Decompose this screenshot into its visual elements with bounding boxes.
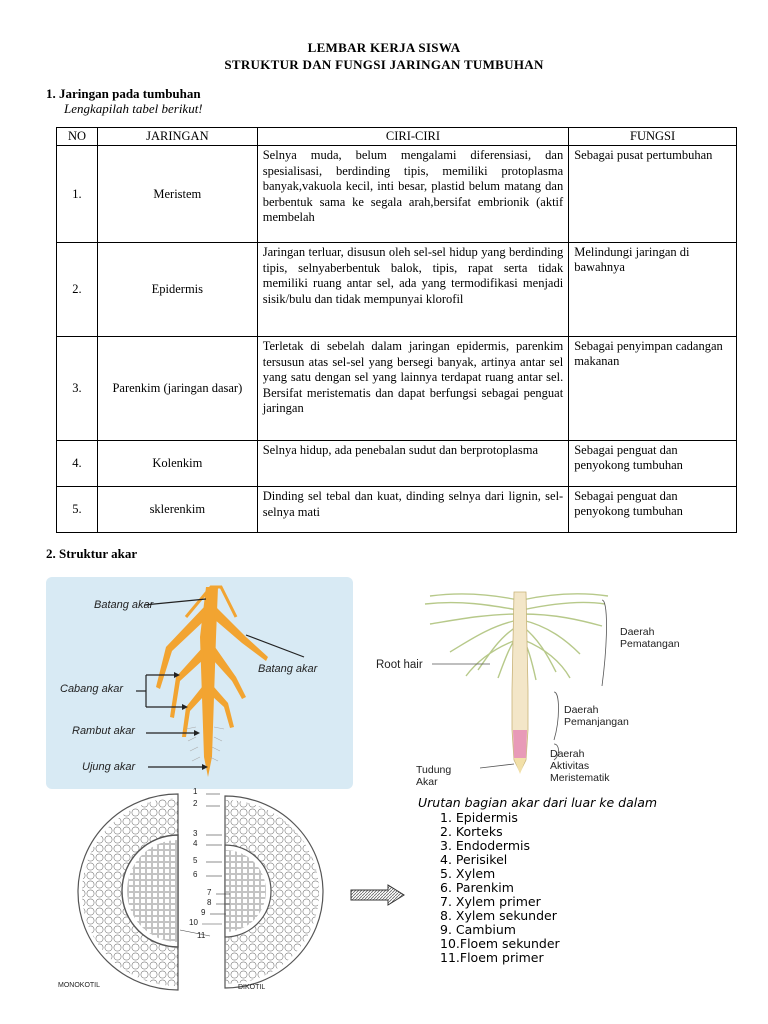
row-fungsi: Sebagai penguat dan penyokong tumbuhan <box>569 441 737 487</box>
row-fungsi: Sebagai pusat pertumbuhan <box>569 146 737 243</box>
list-item: 9. Cambium <box>440 922 516 937</box>
label-line: Tudung <box>416 764 452 776</box>
col-header-ciri: CIRI-CIRI <box>257 128 568 146</box>
cross-section-illustration <box>50 790 350 1000</box>
row-fungsi: Sebagai penguat dan penyokong tumbuhan <box>569 487 737 533</box>
cross-section-number: 1 <box>193 787 198 796</box>
label-line: Aktivitas <box>550 760 590 772</box>
label-tudung-akar <box>416 764 451 788</box>
col-header-fungsi: FUNGSI <box>569 128 737 146</box>
table-row <box>57 243 737 337</box>
label-daerah-meristematik <box>550 748 610 784</box>
list-item: 6. Parenkim <box>440 880 514 895</box>
caption-monokotil: MONOKOTIL <box>58 982 101 989</box>
section1-instruction: Lengkapilah tabel berikut! <box>64 101 203 116</box>
table-row <box>57 487 737 533</box>
col-header-no: NO <box>57 128 98 146</box>
row-no: 4. <box>57 441 98 487</box>
list-item: 8. Xylem sekunder <box>440 908 557 923</box>
row-no: 2. <box>57 243 98 337</box>
arrow-right-icon <box>350 884 406 906</box>
row-no: 3. <box>57 337 98 441</box>
cross-section-number: 8 <box>207 898 212 907</box>
table-header-row <box>57 128 737 146</box>
list-item: 2. Korteks <box>440 824 503 839</box>
root-cross-section-figure <box>50 787 350 1000</box>
label-rambut-akar: Rambut akar <box>72 725 135 737</box>
list-item: 7. Xylem primer <box>440 894 541 909</box>
label-daerah-pemanjangan <box>564 704 629 728</box>
row-fungsi: Melindungi jaringan di bawahnya <box>569 243 737 337</box>
label-line: Pemanjangan <box>564 716 629 728</box>
tissue-table <box>56 127 737 533</box>
cross-section-number: 10 <box>189 918 198 927</box>
row-ciri: Selnya muda, belum mengalami diferensiasi, dan spesialisasi, berdinding tipis, memiliki protoplasma banyak,vakuola kecil, inti besar, plastid belum matang dan berbentuk sama ke segala arah,bersifat embrionik (aktif membelah <box>257 146 568 243</box>
cross-section-number: 9 <box>201 908 206 917</box>
label-cabang-akar: Cabang akar <box>60 683 123 695</box>
root-layer-order-list <box>418 795 657 965</box>
label-daerah-pematangan <box>620 626 680 650</box>
label-line: Daerah <box>550 748 585 760</box>
row-jaringan: Meristem <box>97 146 257 243</box>
list-item: 1. Epidermis <box>440 810 518 825</box>
label-root-hair: Root hair <box>376 659 423 671</box>
list-item: 4. Perisikel <box>440 852 508 867</box>
cross-section-number: 5 <box>193 856 198 865</box>
label-line: Daerah <box>564 704 599 716</box>
row-fungsi: Sebagai penyimpan cadangan makanan <box>569 337 737 441</box>
cross-section-number: 2 <box>193 799 198 808</box>
row-jaringan: Epidermis <box>97 243 257 337</box>
label-ujung-akar: Ujung akar <box>82 761 136 773</box>
root-zones-illustration <box>370 580 670 790</box>
row-no: 1. <box>57 146 98 243</box>
label-line: Daerah <box>620 626 655 638</box>
row-no: 5. <box>57 487 98 533</box>
cross-section-number: 4 <box>193 839 198 848</box>
label-batang-akar-2: Batang akar <box>258 663 318 675</box>
root-zones-figure <box>370 580 680 790</box>
section2-heading: 2. Struktur akar <box>46 546 138 561</box>
col-header-jaringan: JARINGAN <box>97 128 257 146</box>
section1-heading: 1. Jaringan pada tumbuhan <box>46 86 201 101</box>
cross-section-number: 6 <box>193 870 198 879</box>
list-item: 11.Floem primer <box>440 950 544 965</box>
row-ciri: Selnya hidup, ada penebalan sudut dan berprotoplasma <box>257 441 568 487</box>
caption-dikotil: DIKOTIL <box>238 984 266 991</box>
order-list-heading: Urutan bagian akar dari luar ke dalam <box>418 795 658 810</box>
row-jaringan: Kolenkim <box>97 441 257 487</box>
cross-section-number: 3 <box>193 829 198 838</box>
row-jaringan: Parenkim (jaringan dasar) <box>97 337 257 441</box>
worksheet-title: LEMBAR KERJA SISWA <box>307 40 461 55</box>
table-row <box>57 146 737 243</box>
label-line: Meristematik <box>550 772 610 784</box>
list-item: 10.Floem sekunder <box>440 936 560 951</box>
cross-section-number: 7 <box>207 888 212 897</box>
cross-section-number: 11 <box>197 931 206 940</box>
label-line: Akar <box>416 776 438 788</box>
row-jaringan: sklerenkim <box>97 487 257 533</box>
list-item: 5. Xylem <box>440 866 496 881</box>
table-row <box>57 337 737 441</box>
row-ciri: Dinding sel tebal dan kuat, dinding selnya dari lignin, sel-selnya mati <box>257 487 568 533</box>
worksheet-subtitle: STRUKTUR DAN FUNGSI JARINGAN TUMBUHAN <box>224 57 544 72</box>
list-item: 3. Endodermis <box>440 838 531 853</box>
row-ciri: Terletak di sebelah dalam jaringan epidermis, parenkim tersusun atas sel-sel yang bersegi banyak, artinya antar sel yang satu dengan sel yang lainnya terdapat ruang antar sel. Bersifat meristematis dan dapat berfungsi sebagai penguat jaringan <box>257 337 568 441</box>
row-ciri: Jaringan terluar, disusun oleh sel-sel hidup yang berdinding tipis, selnyaberbentuk balok, tipis, rapat serta tidak memiliki ruang antar sel, ada yang termodifikasi menjadi sisik/bulu dan tidak mempunyai klorofil <box>257 243 568 337</box>
root-morphology-figure <box>46 577 353 789</box>
label-line: Pematangan <box>620 638 680 650</box>
label-batang-akar-1: Batang akar <box>94 599 154 611</box>
table-row <box>57 441 737 487</box>
